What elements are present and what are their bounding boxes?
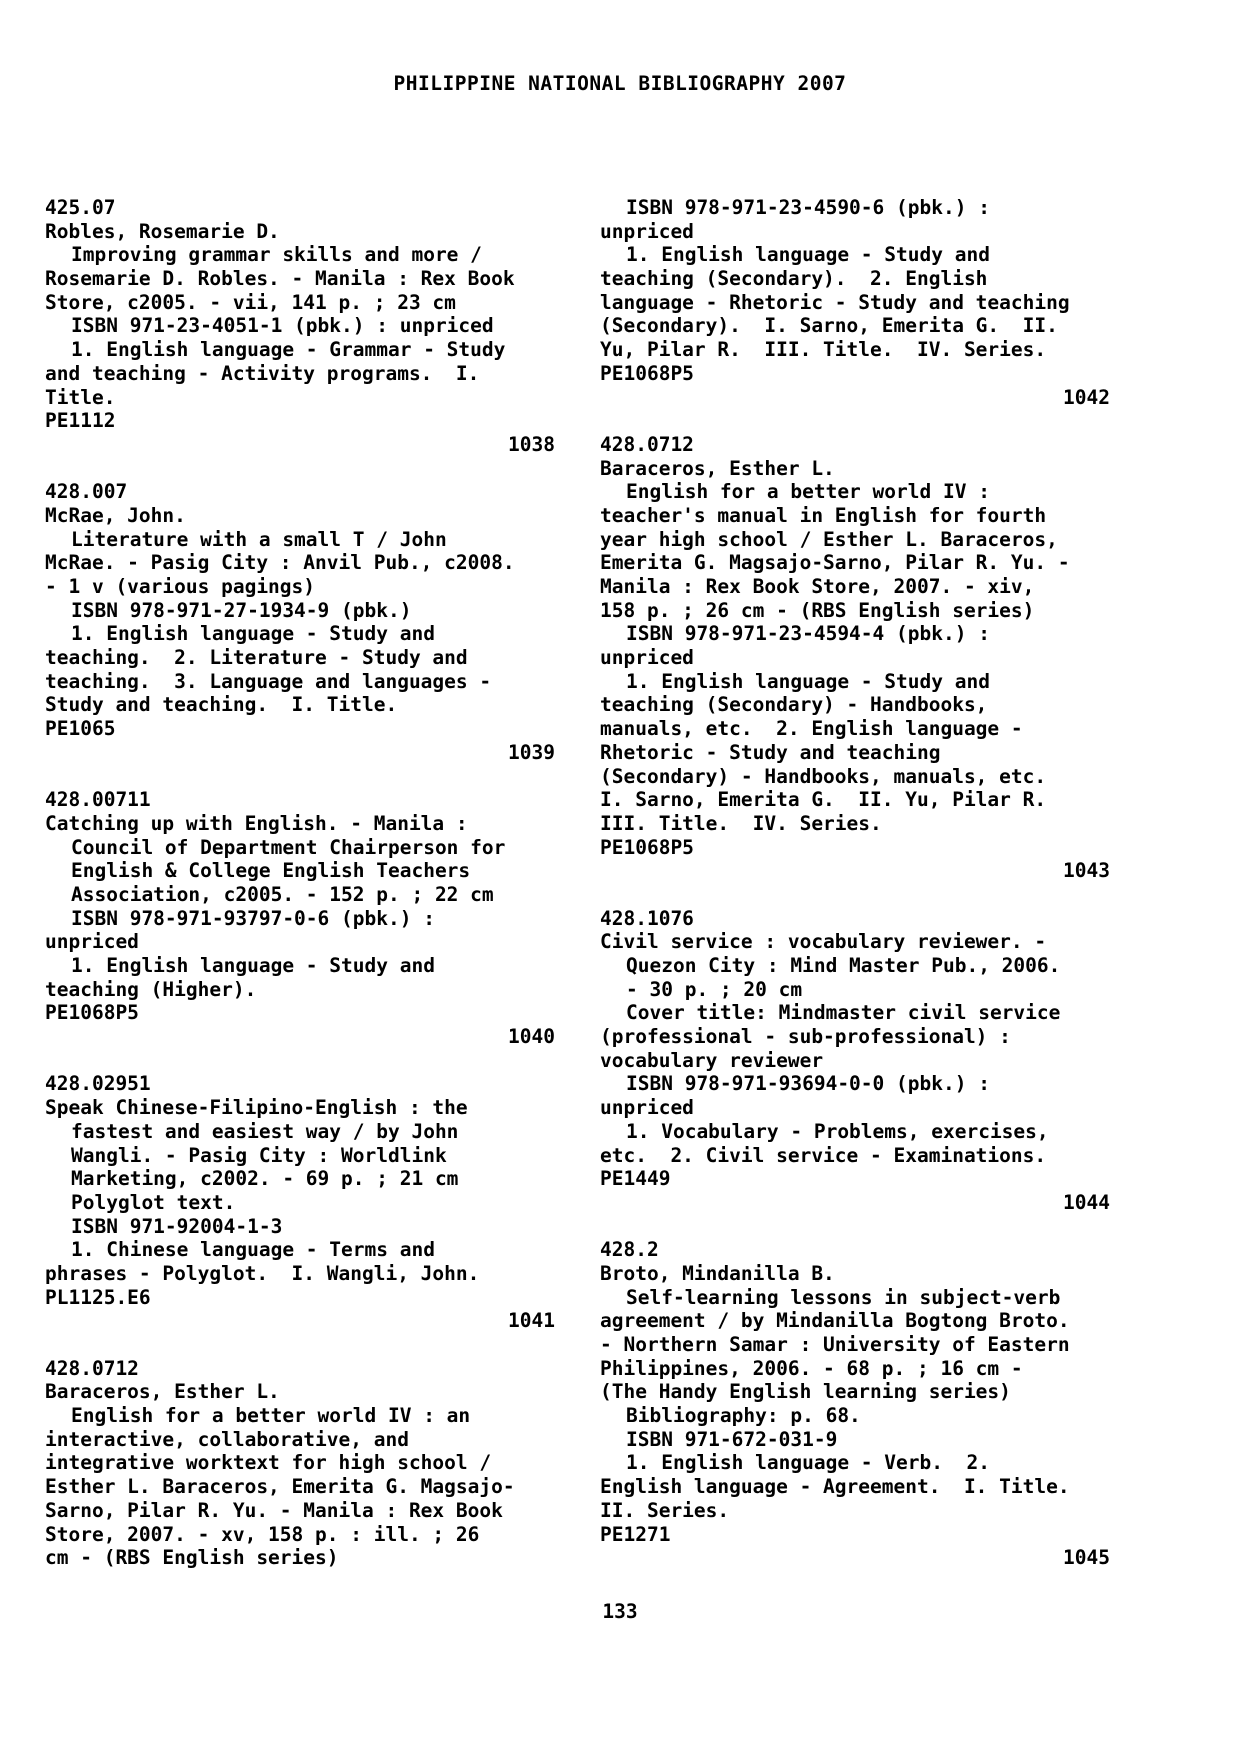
entry-line: Council of Department Chairperson for xyxy=(71,835,506,859)
entry-line: Baraceros, Esther L. xyxy=(45,1380,280,1404)
entry-line: 1. English language - Grammar - Study xyxy=(71,338,506,362)
entry-line: Polyglot text. xyxy=(71,1190,236,1214)
entry-line: Wangli. - Pasig City : Worldlink xyxy=(71,1143,447,1167)
entry-line: PE1068P5 xyxy=(600,835,694,859)
entry-line: ISBN 971-23-4051-1 (pbk.) : unpriced xyxy=(71,314,494,338)
entry-line: 428.0712 xyxy=(45,1356,139,1380)
entry-line: ISBN 978-971-23-4590-6 (pbk.) : xyxy=(626,196,990,219)
entry-line: Quezon City : Mind Master Pub., 2006. xyxy=(626,954,1061,977)
entry-line: 1. English language - Study and xyxy=(71,622,435,646)
entry-line: 1. English language - Verb. 2. xyxy=(626,1451,990,1475)
entry-line: Manila : Rex Book Store, 2007. - xiv, xyxy=(600,575,1035,598)
entry-line: Robles, Rosemarie D. xyxy=(45,219,280,243)
entry-line: Marketing, c2002. - 69 p. ; 21 cm xyxy=(71,1167,459,1191)
entry-line: 428.2 xyxy=(600,1238,659,1262)
entry-line: and teaching - Activity programs. I. xyxy=(45,361,480,385)
entry-line: Self-learning lessons in subject-verb xyxy=(626,1285,1061,1309)
entry-line: Title. xyxy=(45,385,116,409)
entry-spacer xyxy=(600,409,1110,433)
entry-line: etc. 2. Civil service - Examinations. xyxy=(600,1143,1047,1167)
entry-line: Cover title: Mindmaster civil service xyxy=(626,1001,1061,1025)
entry-line: ISBN 971-92004-1-3 xyxy=(71,1214,283,1238)
entry-line: English for a better world IV : an xyxy=(71,1404,471,1428)
entry-line: PE1112 xyxy=(45,409,116,433)
entry-line: - 30 p. ; 20 cm xyxy=(626,977,803,1001)
entry-number: 1042 xyxy=(1063,385,1110,409)
entry-line: 428.007 xyxy=(45,480,128,504)
entry-line: integrative worktext for high school / xyxy=(45,1451,492,1475)
entry-line: Philippines, 2006. - 68 p. ; 16 cm - xyxy=(600,1356,1023,1380)
entry-spacer xyxy=(45,1049,555,1073)
entry-spacer xyxy=(600,883,1110,907)
entry-number: 1044 xyxy=(1063,1190,1110,1214)
entry-line: unpriced xyxy=(600,219,694,243)
entry-line: PE1068P5 xyxy=(45,1001,139,1025)
entry-line: cm - (RBS English series) xyxy=(45,1546,339,1570)
entry-spacer xyxy=(45,1333,555,1357)
entry-line: I. Sarno, Emerita G. II. Yu, Pilar R. xyxy=(600,788,1047,812)
entry-line: Improving grammar skills and more / xyxy=(71,243,482,267)
right-column xyxy=(600,196,1110,1570)
entry-line: (Secondary) - Handbooks, manuals, etc. xyxy=(600,764,1047,788)
entry-line: English language - Agreement. I. Title. xyxy=(600,1475,1070,1499)
entry-spacer xyxy=(45,765,555,789)
entry-line: teaching (Higher). xyxy=(45,977,257,1001)
entry-line: 158 p. ; 26 cm - (RBS English series) xyxy=(600,598,1035,622)
entry-line: PE1271 xyxy=(600,1522,671,1546)
entry-line: phrases - Polyglot. I. Wangli, John. xyxy=(45,1261,480,1285)
entry-line: teaching. 3. Language and languages - xyxy=(45,669,492,693)
entry-line: vocabulary reviewer xyxy=(600,1048,824,1072)
entry-line: ISBN 978-971-93694-0-0 (pbk.) : xyxy=(626,1072,990,1096)
entry-line: unpriced xyxy=(600,646,694,670)
entry-line: agreement / by Mindanilla Bogtong Broto. xyxy=(600,1309,1070,1333)
entry-line: 428.02951 xyxy=(45,1072,151,1096)
entry-line: Association, c2005. - 152 p. ; 22 cm xyxy=(71,882,494,906)
entry-line: interactive, collaborative, and xyxy=(45,1427,409,1451)
entry-line: Baraceros, Esther L. xyxy=(600,456,835,480)
entry-line: teaching (Secondary). 2. English xyxy=(600,267,988,291)
entry-line: - Northern Samar : University of Eastern xyxy=(600,1333,1070,1356)
entry-line: teaching (Secondary) - Handbooks, xyxy=(600,693,988,717)
page-number: 133 xyxy=(602,1600,638,1623)
entry-line: manuals, etc. 2. English language - xyxy=(600,717,1023,741)
entry-line: ISBN 971-672-031-9 xyxy=(626,1427,838,1451)
entry-line: 1. English language - Study and xyxy=(71,954,435,977)
entry-line: Emerita G. Magsajo-Sarno, Pilar R. Yu. - xyxy=(600,551,1070,575)
entry-line: 428.0712 xyxy=(600,432,694,456)
entry-line: 1. English language - Study and xyxy=(626,243,990,267)
entry-number: 1041 xyxy=(508,1309,555,1333)
entry-line: teacher's manual in English for fourth xyxy=(600,503,1047,527)
entry-line: (Secondary). I. Sarno, Emerita G. II. xyxy=(600,314,1058,338)
entry-line: Broto, Mindanilla B. xyxy=(600,1261,835,1285)
entry-spacer xyxy=(45,457,555,481)
entry-line: ISBN 978-971-23-4594-4 (pbk.) : xyxy=(626,622,990,646)
entry-line: Study and teaching. I. Title. xyxy=(45,693,398,717)
entry-line: Yu, Pilar R. III. Title. IV. Series. xyxy=(600,338,1047,362)
entry-line: Rhetoric - Study and teaching xyxy=(600,740,941,764)
entry-number: 1043 xyxy=(1063,859,1110,883)
entry-line: (The Handy English learning series) xyxy=(600,1380,1011,1404)
entry-line: English for a better world IV : xyxy=(626,480,990,504)
entry-line: - 1 v (various pagings) xyxy=(45,575,316,598)
page-header: PHILIPPINE NATIONAL BIBLIOGRAPHY 2007 xyxy=(393,72,847,95)
entry-line: Civil service : vocabulary reviewer. - xyxy=(600,930,1047,954)
entry-line: unpriced xyxy=(600,1096,694,1120)
entry-line: 1. Vocabulary - Problems, exercises, xyxy=(626,1119,1049,1143)
entry-line: III. Title. IV. Series. xyxy=(600,811,882,835)
entry-line: ISBN 978-971-93797-0-6 (pbk.) : xyxy=(71,906,435,930)
entry-line: McRae, John. xyxy=(45,503,186,527)
entry-line: Esther L. Baraceros, Emerita G. Magsajo- xyxy=(45,1475,515,1499)
entry-line: 425.07 xyxy=(45,196,116,219)
entry-line: Store, c2005. - vii, 141 p. ; 23 cm xyxy=(45,290,456,314)
entry-line: McRae. - Pasig City : Anvil Pub., c2008. xyxy=(45,551,515,575)
entry-line: Bibliography: p. 68. xyxy=(626,1404,861,1428)
entry-line: unpriced xyxy=(45,930,139,954)
entry-line: Speak Chinese-Filipino-English : the xyxy=(45,1096,468,1120)
entry-line: 1. Chinese language - Terms and xyxy=(71,1238,435,1262)
entry-line: Sarno, Pilar R. Yu. - Manila : Rex Book xyxy=(45,1498,503,1522)
entry-line: II. Series. xyxy=(600,1498,730,1522)
left-column xyxy=(45,196,555,1570)
entry-line: PL1125.E6 xyxy=(45,1285,151,1309)
entry-line: 428.1076 xyxy=(600,906,694,930)
entry-line: Literature with a small T / John xyxy=(71,527,447,551)
entry-line: ISBN 978-971-27-1934-9 (pbk.) xyxy=(71,598,412,622)
entry-number: 1039 xyxy=(508,740,555,764)
entry-number: 1038 xyxy=(508,432,555,456)
entry-line: year high school / Esther L. Baraceros, xyxy=(600,527,1058,551)
entry-line: PE1068P5 xyxy=(600,361,694,385)
entry-line: teaching. 2. Literature - Study and xyxy=(45,646,468,670)
entry-line: PE1449 xyxy=(600,1167,671,1191)
entry-spacer xyxy=(600,1215,1110,1239)
entry-line: Store, 2007. - xv, 158 p. : ill. ; 26 xyxy=(45,1522,480,1546)
entry-line: Catching up with English. - Manila : xyxy=(45,811,468,835)
entry-number: 1040 xyxy=(508,1025,555,1049)
entry-line: English & College English Teachers xyxy=(71,859,471,883)
entry-line: 1. English language - Study and xyxy=(626,669,990,693)
entry-number: 1045 xyxy=(1063,1546,1110,1570)
entry-line: 428.00711 xyxy=(45,788,151,812)
entry-line: PE1065 xyxy=(45,717,116,741)
entry-line: language - Rhetoric - Study and teaching xyxy=(600,290,1070,314)
entry-line: fastest and easiest way / by John xyxy=(71,1119,459,1143)
entry-line: (professional - sub-professional) : xyxy=(600,1025,1011,1049)
entry-line: Rosemarie D. Robles. - Manila : Rex Book xyxy=(45,267,515,291)
